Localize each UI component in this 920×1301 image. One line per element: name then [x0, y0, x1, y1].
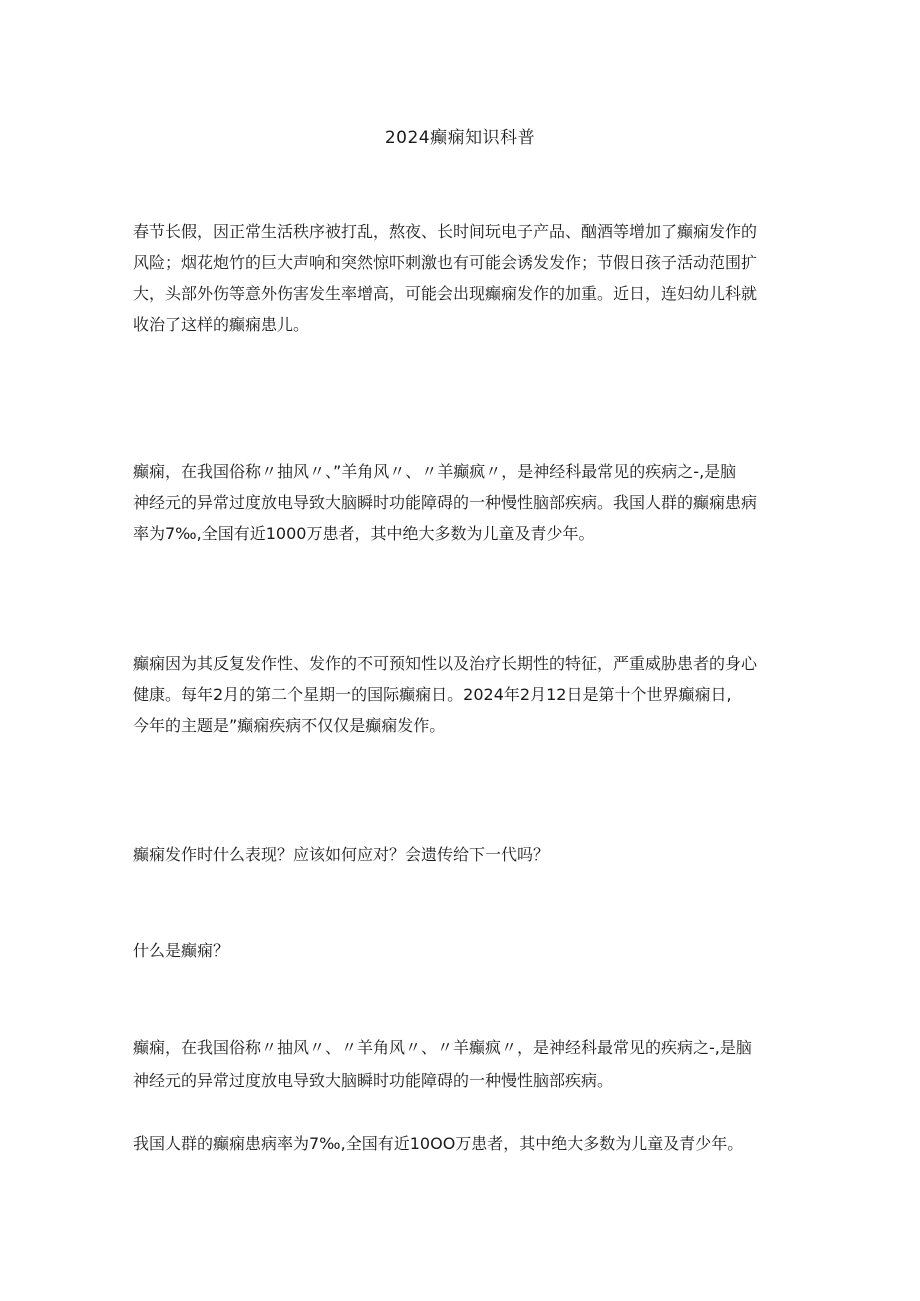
paragraph-line: 神经元的异常过度放电导致大脑瞬时功能障碍的一种慢性脑部疾病。 — [133, 1071, 614, 1090]
paragraph-line: 癫痫发作时什么表现？应该如何应对？会遗传给下一代吗？ — [133, 845, 550, 864]
paragraph-line: 健康。每年2月的第二个星期一的国际癫痫日。2024年2月12日是第十个世界癫痫日, — [133, 685, 732, 704]
document-title: 2024癫痫知识科普 — [384, 128, 536, 148]
paragraph-line: 癫痫因为其反复发作性、发作的不可预知性以及治疗长期性的特征，严重威胁患者的身心 — [133, 654, 758, 673]
paragraph-line: 癫痫，在我国俗称〃抽风〃、”羊角风〃、〃羊癫疯〃，是神经科最常见的疾病之-,是脑 — [133, 462, 737, 481]
paragraph-line: 癫痫，在我国俗称〃抽风〃、〃羊角风〃、〃羊癫疯〃，是神经科最常见的疾病之-,是脑 — [133, 1038, 752, 1057]
paragraph-line: 春节长假，因正常生活秩序被打乱，熬夜、长时间玩电子产品、酗酒等增加了癫痫发作的 — [133, 222, 758, 241]
paragraph-line: 今年的主题是”癫痫疾病不仅仅是癫痫发作。 — [133, 716, 446, 735]
paragraph-prevalence — [133, 1127, 801, 1160]
section-heading-what-is-epilepsy — [133, 935, 801, 966]
paragraph-definition-repeat — [133, 1031, 801, 1097]
paragraph-line: 率为7‰,全国有近1000万患者，其中绝大多数为儿童及青少年。 — [133, 524, 595, 543]
paragraph-line: 什么是癫痫？ — [133, 941, 230, 960]
paragraph-holiday-risk — [133, 216, 801, 340]
paragraph-line: 我国人群的癫痫患病率为7‰,全国有近10OO万患者，其中绝大多数为儿童及青少年。 — [133, 1134, 744, 1153]
paragraph-epilepsy-day — [133, 648, 801, 741]
paragraph-questions — [133, 839, 801, 870]
paragraph-line: 神经元的异常过度放电导致大脑瞬时功能障碍的一种慢性脑部疾病。我国人群的癫痫患病 — [133, 493, 758, 512]
paragraph-line: 风险；烟花炮竹的巨大声响和突然惊吓刺激也有可能会诱发发作；节假日孩子活动范围扩 — [133, 253, 758, 272]
paragraph-definition — [133, 456, 801, 549]
paragraph-line: 收治了这样的癫痫患儿。 — [133, 315, 310, 334]
paragraph-line: 大，头部外伤等意外伤害发生率增高，可能会出现癫痫发作的加重。近日，连妇幼儿科就 — [133, 284, 758, 303]
